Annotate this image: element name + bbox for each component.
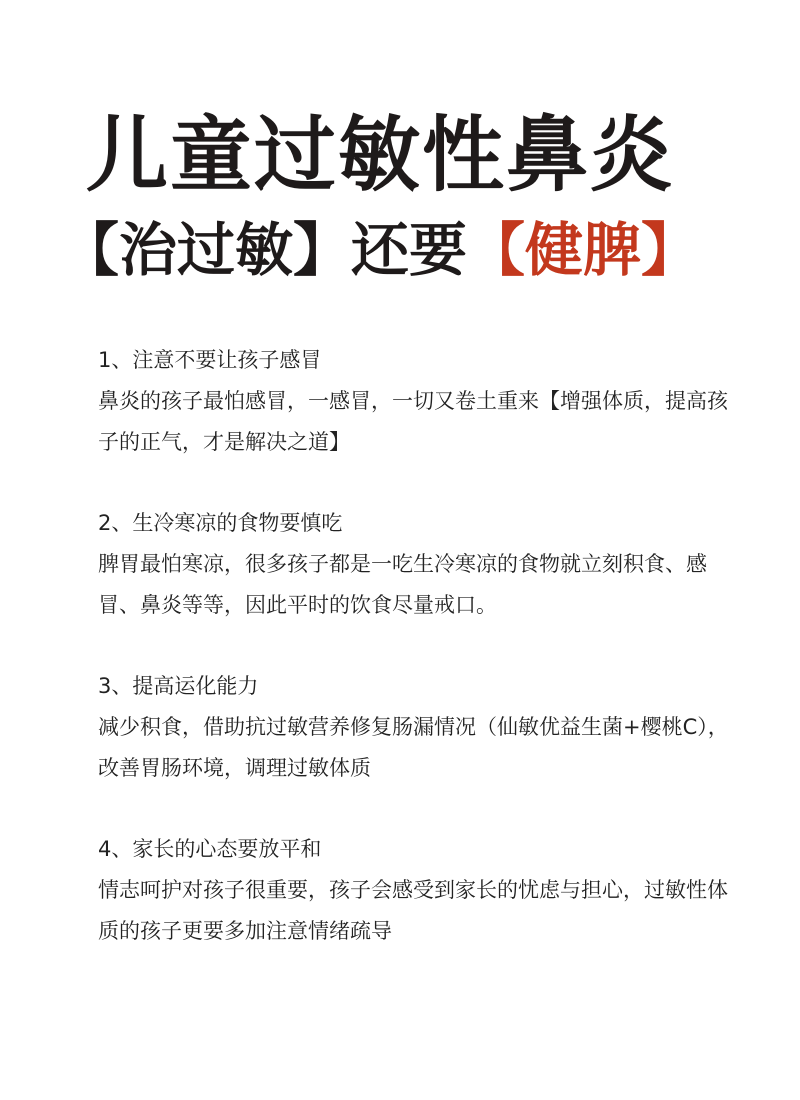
page-subtitle bbox=[0, 212, 760, 288]
section-heading: 4、家长的心态要放平和 bbox=[98, 837, 322, 861]
section-body: 减少积食，借助抗过敏营养修复肠漏情况（仙敏优益生菌+樱桃C），改善胃肠环境，调理过敏体质 bbox=[98, 715, 729, 780]
section-3 bbox=[98, 666, 738, 789]
section-heading: 3、提高运化能力 bbox=[98, 674, 259, 698]
content bbox=[98, 340, 738, 992]
section-heading: 2、生冷寒凉的食物要慎吃 bbox=[98, 511, 343, 535]
page-title: 儿童过敏性鼻炎 bbox=[85, 108, 674, 203]
section-body: 脾胃最怕寒凉，很多孩子都是一吃生冷寒凉的食物就立刻积食、感冒、鼻炎等等，因此平时的饮食尽量戒口。 bbox=[98, 552, 707, 617]
section-2 bbox=[98, 503, 738, 626]
section-body: 鼻炎的孩子最怕感冒，一感冒，一切又卷土重来【增强体质，提高孩子的正气，才是解决之道】 bbox=[98, 389, 728, 454]
subtitle-part-spleen: 【健脾】 bbox=[467, 216, 700, 284]
section-heading: 1、注意不要让孩子感冒 bbox=[98, 348, 322, 372]
section-1 bbox=[98, 340, 738, 463]
subtitle-part-allergy: 【治过敏】还要 bbox=[60, 216, 467, 284]
section-body: 情志呵护对孩子很重要，孩子会感受到家长的忧虑与担心，过敏性体质的孩子更要多加注意情绪疏导 bbox=[98, 878, 728, 943]
section-4 bbox=[98, 829, 738, 952]
